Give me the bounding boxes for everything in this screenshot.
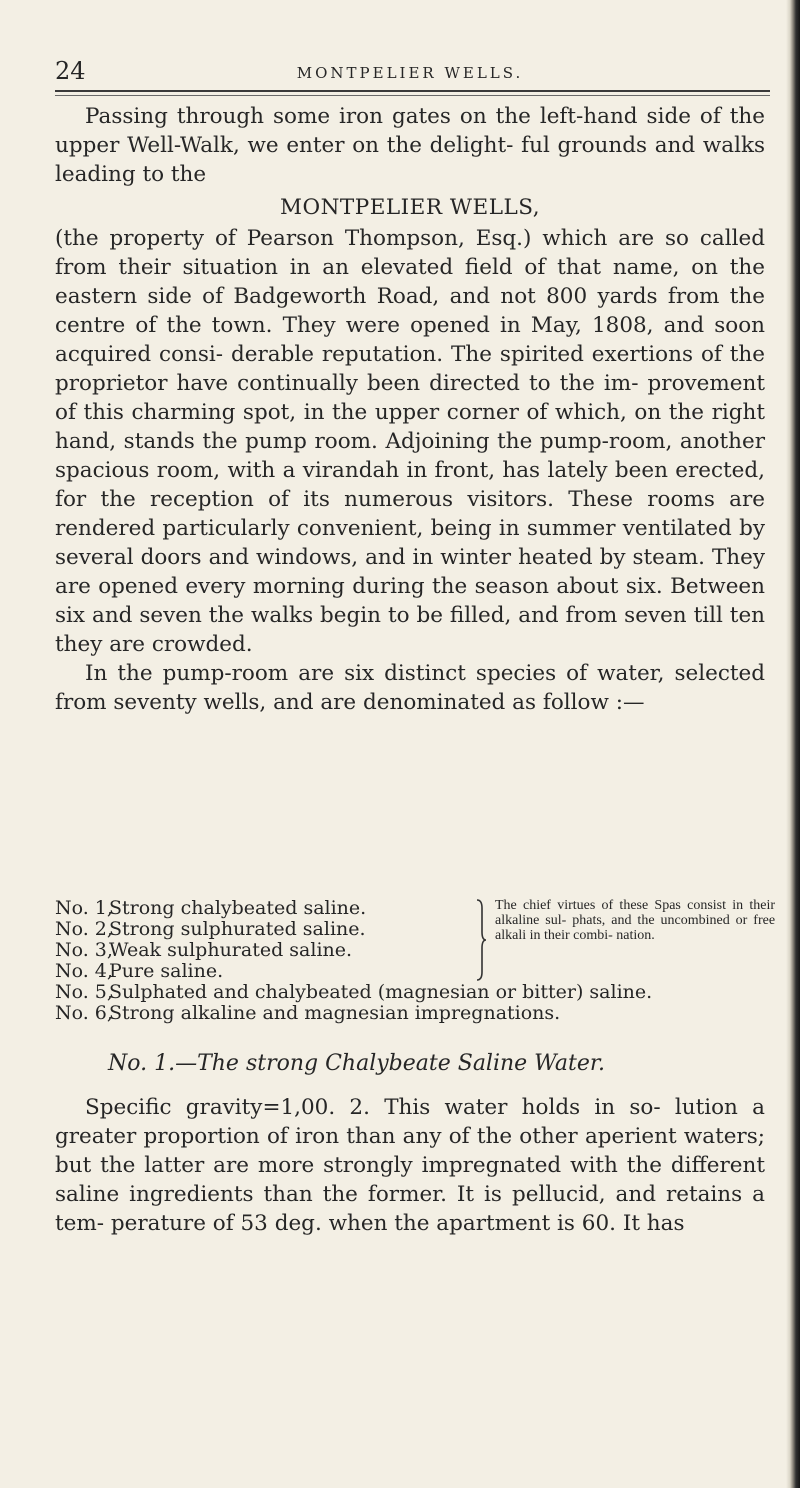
header-rule-thin — [55, 95, 770, 96]
paragraph-species — [55, 659, 765, 717]
subsection-title: The strong Chalybeate Saline Water. — [197, 1051, 605, 1076]
item-number: No. 2, — [55, 918, 113, 940]
note-line: consist in their alkaline sul- — [495, 898, 776, 928]
text-line: than the former. It is pellucid, and retains a tem- — [55, 1182, 765, 1236]
item-text: Pure saline. — [109, 960, 224, 982]
text-line: selected from seventy wells, and are denominated as — [55, 661, 765, 715]
brace-icon — [475, 898, 487, 982]
book-spine-edge — [786, 0, 800, 1488]
note-line: nation. — [616, 928, 655, 943]
list-item — [55, 898, 366, 919]
paragraph-intro — [55, 102, 765, 189]
item-number: No. 3, — [55, 939, 113, 961]
paragraph-gravity — [55, 1093, 765, 1238]
text-line: and not 800 yards from the centre of the town. They — [55, 284, 765, 338]
main-text — [55, 102, 765, 717]
text-line: proprietor have continually been directed to the im- — [55, 371, 639, 396]
subsection-text — [55, 1093, 765, 1238]
item-text: Strong chalybeated saline. — [109, 897, 367, 919]
text-line: Passing through some iron gates on the left-hand — [85, 104, 638, 129]
text-line: follow :— — [542, 690, 645, 715]
text-line: impregnated with the different saline ingredients — [55, 1153, 766, 1207]
text-line: of which, on the right hand, stands the pump room. — [55, 400, 765, 454]
subsection-heading — [108, 1050, 768, 1078]
text-line: winter heated by steam. They are opened every — [55, 545, 766, 599]
text-line: other aperient waters; but the latter are more strongly — [55, 1124, 765, 1178]
text-line: the reception of its numerous visitors. These rooms — [100, 487, 715, 512]
text-line: are rendered particularly convenient, being in summer — [55, 487, 765, 541]
note-line: The chief virtues of these Spas — [495, 898, 681, 913]
item-number: No. 1, — [55, 897, 113, 919]
text-line: seven till ten they are crowded. — [55, 603, 766, 657]
page-header — [55, 56, 765, 86]
text-line: Specific gravity=1,00. 2. This water holds in so- — [85, 1095, 661, 1120]
text-line: provement of this charming spot, in the upper corner — [55, 371, 765, 425]
item-text: Sulphated and chalybeated (magnesian or bitter) saline. — [109, 981, 653, 1003]
note-line: or free alkali in their combi- — [495, 913, 776, 943]
list-item — [55, 919, 366, 940]
item-number: No. 6, — [55, 1002, 113, 1024]
text-line: Adjoining the pump-room, another spacious room, — [55, 429, 765, 483]
text-line: with a virandah in front, has lately been erected, for — [55, 458, 766, 512]
text-line: (the property of Pearson Thompson, Esq.) which are — [55, 226, 655, 251]
header-rule — [55, 90, 770, 92]
list-item — [55, 1003, 560, 1024]
text-line: side of the upper Well-Walk, we enter on the delight- — [55, 104, 765, 158]
text-line: and seven the walks begin to be filled, and from — [92, 603, 618, 628]
text-line: were opened in May, 1808, and soon acquired consi- — [55, 313, 766, 367]
item-text: Strong sulphurated saline. — [109, 918, 366, 940]
page-number: 24 — [55, 57, 86, 85]
text-line: perature of 53 deg. when the apartment is 60. It has — [110, 1211, 685, 1236]
list-item — [55, 961, 223, 982]
paragraph-description — [55, 224, 765, 659]
item-number: No. 5, — [55, 981, 113, 1003]
text-line: lution a greater proportion of iron than any of the — [55, 1095, 765, 1149]
section-title: MONTPELIER WELLS, — [279, 195, 541, 220]
item-text: Weak sulphurated saline. — [109, 939, 353, 961]
text-line: ventilated by several doors and windows, and in — [55, 516, 765, 570]
side-note — [495, 898, 775, 943]
running-title: MONTPELIER WELLS. — [296, 64, 524, 82]
item-number: No. 4, — [55, 960, 113, 982]
text-line: In the pump-room are six distinct species of water, — [85, 661, 665, 686]
text-line: morning during the season about six. Between six — [55, 574, 765, 628]
subsection-dash: — — [175, 1051, 198, 1076]
text-line: derable reputation. The spirited exertions of the — [231, 342, 765, 367]
subsection-label: No. 1. — [108, 1051, 176, 1076]
text-line: so called from their situation in an elevated field of — [55, 226, 765, 280]
text-line: ful grounds and walks leading to the — [55, 133, 766, 187]
list-item — [55, 940, 352, 961]
item-text: Strong alkaline and magnesian impregnations. — [109, 1002, 561, 1024]
text-line: that name, on the eastern side of Badgeworth Road, — [55, 255, 765, 309]
note-line: phats, and the uncombined — [572, 913, 730, 928]
list-item — [55, 982, 652, 1003]
